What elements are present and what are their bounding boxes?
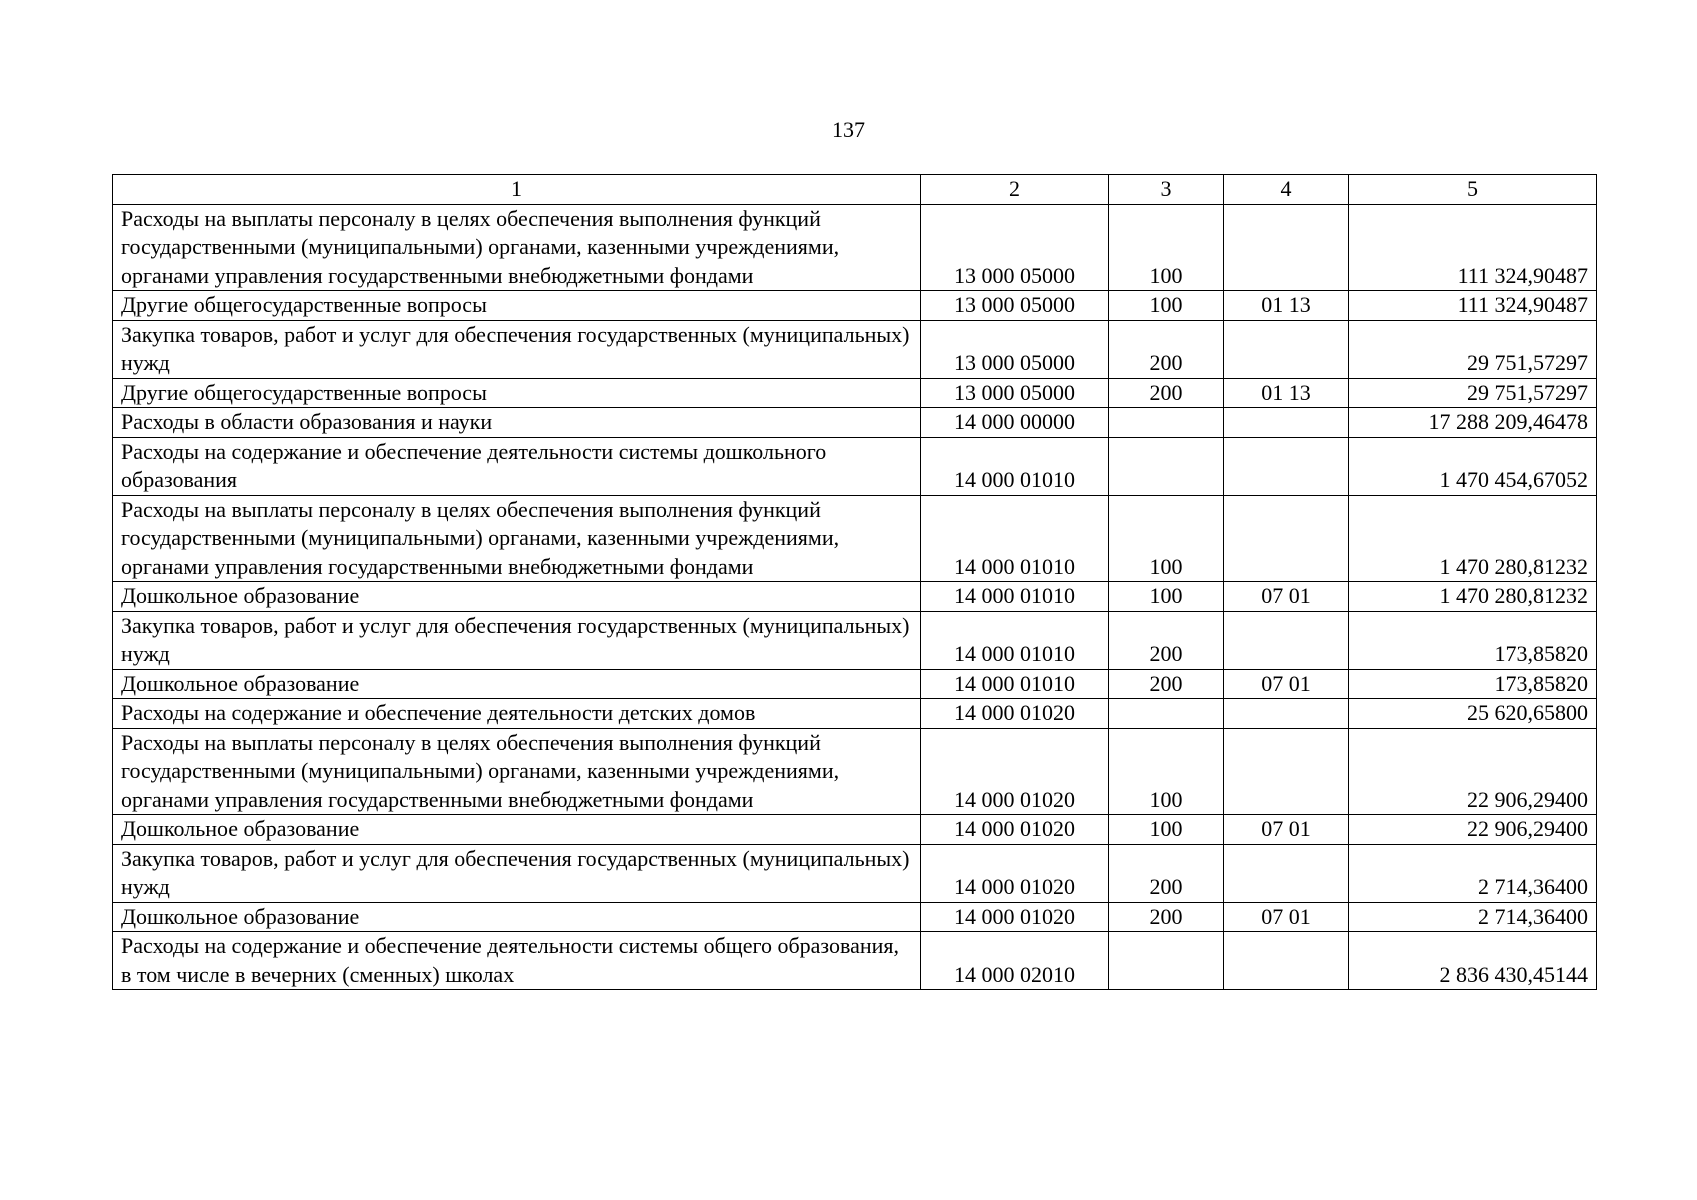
table-row [113, 378, 1597, 408]
expense-name-cell: Закупка товаров, работ и услуг для обеспечения государственных (муниципальных) нужд [113, 844, 921, 902]
expense-type-cell [1109, 408, 1224, 438]
amount-cell: 1 470 454,67052 [1349, 437, 1597, 495]
amount-cell: 173,85820 [1349, 611, 1597, 669]
target-article-cell: 13 000 05000 [921, 378, 1109, 408]
target-article-cell: 14 000 01020 [921, 844, 1109, 902]
expense-type-cell: 100 [1109, 815, 1224, 845]
expense-type-cell [1109, 437, 1224, 495]
section-cell [1224, 611, 1349, 669]
expense-name-cell: Закупка товаров, работ и услуг для обеспечения государственных (муниципальных) нужд [113, 611, 921, 669]
expense-type-cell: 200 [1109, 902, 1224, 932]
table-row [113, 902, 1597, 932]
expense-name-cell: Расходы на выплаты персоналу в целях обеспечения выполнения функций государственными (муниципальными) органами, казенными учреждениями, органами управления государственными внебюджетными фондами [113, 495, 921, 582]
expense-name-cell: Расходы на содержание и обеспечение деятельности системы общего образования, в том числе в вечерних (сменных) школах [113, 932, 921, 990]
expense-type-cell [1109, 699, 1224, 729]
amount-cell: 22 906,29400 [1349, 815, 1597, 845]
expense-type-cell: 200 [1109, 669, 1224, 699]
expense-name-cell: Расходы на выплаты персоналу в целях обеспечения выполнения функций государственными (муниципальными) органами, казенными учреждениями, органами управления государственными внебюджетными фондами [113, 728, 921, 815]
section-cell: 07 01 [1224, 669, 1349, 699]
table-row [113, 495, 1597, 582]
section-cell: 07 01 [1224, 815, 1349, 845]
amount-cell: 29 751,57297 [1349, 378, 1597, 408]
expense-name-cell: Расходы на содержание и обеспечение деятельности системы дошкольного образования [113, 437, 921, 495]
section-cell: 01 13 [1224, 291, 1349, 321]
section-cell: 07 01 [1224, 902, 1349, 932]
expense-type-cell: 200 [1109, 611, 1224, 669]
section-cell [1224, 844, 1349, 902]
target-article-cell: 14 000 01010 [921, 611, 1109, 669]
expense-name-cell: Расходы на выплаты персоналу в целях обеспечения выполнения функций государственными (муниципальными) органами, казенными учреждениями, органами управления государственными внебюджетными фондами [113, 204, 921, 291]
table-row [113, 291, 1597, 321]
table-row [113, 728, 1597, 815]
target-article-cell: 14 000 01010 [921, 669, 1109, 699]
table-header-row [113, 175, 1597, 205]
section-cell [1224, 699, 1349, 729]
expense-type-cell: 100 [1109, 728, 1224, 815]
amount-cell: 2 836 430,45144 [1349, 932, 1597, 990]
header-col-4: 4 [1224, 175, 1349, 205]
amount-cell: 1 470 280,81232 [1349, 495, 1597, 582]
expense-name-cell: Закупка товаров, работ и услуг для обеспечения государственных (муниципальных) нужд [113, 320, 921, 378]
table-row [113, 320, 1597, 378]
expense-type-cell [1109, 932, 1224, 990]
header-col-3: 3 [1109, 175, 1224, 205]
expense-name-cell: Дошкольное образование [113, 815, 921, 845]
amount-cell: 2 714,36400 [1349, 844, 1597, 902]
expense-type-cell: 100 [1109, 291, 1224, 321]
target-article-cell: 14 000 01020 [921, 815, 1109, 845]
expense-name-cell: Другие общегосударственные вопросы [113, 291, 921, 321]
table-row [113, 932, 1597, 990]
expense-type-cell: 100 [1109, 495, 1224, 582]
amount-cell: 1 470 280,81232 [1349, 582, 1597, 612]
section-cell [1224, 204, 1349, 291]
target-article-cell: 14 000 01010 [921, 437, 1109, 495]
amount-cell: 17 288 209,46478 [1349, 408, 1597, 438]
header-col-5: 5 [1349, 175, 1597, 205]
expense-type-cell: 200 [1109, 844, 1224, 902]
expense-name-cell: Расходы в области образования и науки [113, 408, 921, 438]
expense-type-cell: 100 [1109, 204, 1224, 291]
expense-name-cell: Другие общегосударственные вопросы [113, 378, 921, 408]
table-row [113, 699, 1597, 729]
section-cell: 01 13 [1224, 378, 1349, 408]
expense-name-cell: Дошкольное образование [113, 582, 921, 612]
target-article-cell: 13 000 05000 [921, 204, 1109, 291]
target-article-cell: 14 000 01010 [921, 495, 1109, 582]
section-cell [1224, 495, 1349, 582]
header-col-2: 2 [921, 175, 1109, 205]
table-row [113, 611, 1597, 669]
expense-name-cell: Дошкольное образование [113, 902, 921, 932]
table-row [113, 844, 1597, 902]
target-article-cell: 14 000 01010 [921, 582, 1109, 612]
section-cell [1224, 932, 1349, 990]
section-cell [1224, 320, 1349, 378]
target-article-cell: 13 000 05000 [921, 291, 1109, 321]
amount-cell: 111 324,90487 [1349, 291, 1597, 321]
table-row [113, 815, 1597, 845]
amount-cell: 29 751,57297 [1349, 320, 1597, 378]
header-col-1: 1 [113, 175, 921, 205]
target-article-cell: 14 000 01020 [921, 902, 1109, 932]
table-row [113, 669, 1597, 699]
amount-cell: 2 714,36400 [1349, 902, 1597, 932]
target-article-cell: 14 000 01020 [921, 728, 1109, 815]
expense-type-cell: 100 [1109, 582, 1224, 612]
amount-cell: 173,85820 [1349, 669, 1597, 699]
section-cell [1224, 437, 1349, 495]
table-row [113, 582, 1597, 612]
table-row [113, 408, 1597, 438]
target-article-cell: 14 000 02010 [921, 932, 1109, 990]
section-cell [1224, 728, 1349, 815]
expense-type-cell: 200 [1109, 378, 1224, 408]
section-cell [1224, 408, 1349, 438]
section-cell: 07 01 [1224, 582, 1349, 612]
page-number: 137 [832, 117, 865, 142]
expense-name-cell: Дошкольное образование [113, 669, 921, 699]
amount-cell: 111 324,90487 [1349, 204, 1597, 291]
table-row [113, 437, 1597, 495]
amount-cell: 22 906,29400 [1349, 728, 1597, 815]
target-article-cell: 13 000 05000 [921, 320, 1109, 378]
target-article-cell: 14 000 00000 [921, 408, 1109, 438]
budget-table [112, 174, 1597, 990]
amount-cell: 25 620,65800 [1349, 699, 1597, 729]
expense-type-cell: 200 [1109, 320, 1224, 378]
expense-name-cell: Расходы на содержание и обеспечение деятельности детских домов [113, 699, 921, 729]
target-article-cell: 14 000 01020 [921, 699, 1109, 729]
table-row [113, 204, 1597, 291]
